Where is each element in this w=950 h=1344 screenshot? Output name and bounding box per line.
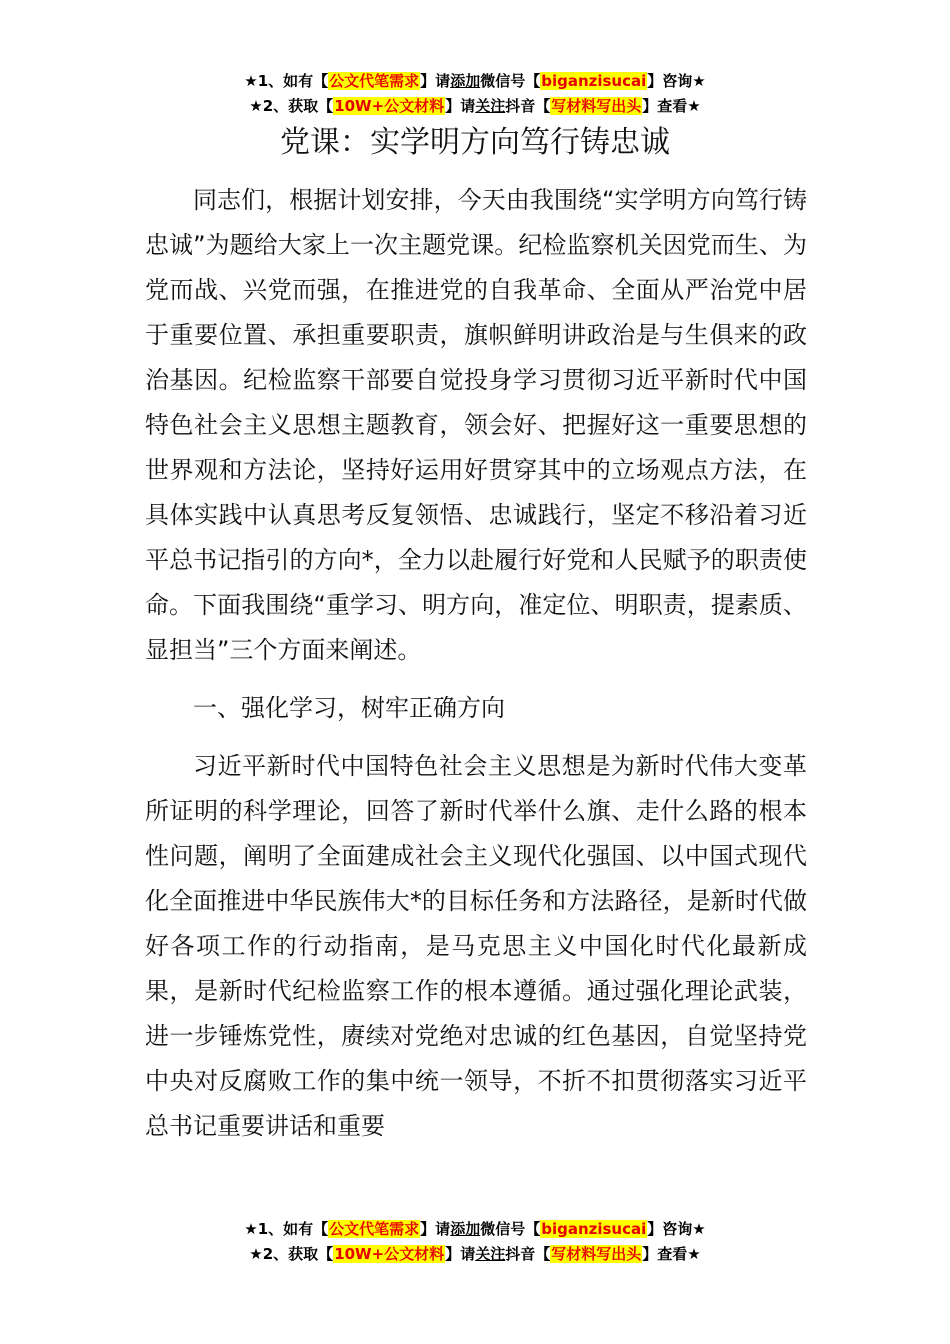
notice-1-suffix: 】咨询★ xyxy=(647,1220,706,1238)
notice-1-highlight-wechat: biganzisucai xyxy=(541,1220,647,1238)
notice-1-prefix: ★1、如有【 xyxy=(244,72,329,90)
notice-1-emphasis: 添加 xyxy=(450,1220,481,1238)
notice-1-highlight-wechat: biganzisucai xyxy=(541,72,647,90)
notice-2-mid2: 抖音【 xyxy=(505,97,551,115)
section-heading: 一、强化学习，树牢正确方向 xyxy=(193,694,505,722)
document-title: 党课：实学明方向笃行铸忠诚 xyxy=(280,125,670,160)
notice-1-mid2: 微信号【 xyxy=(480,1220,541,1238)
notice-2-highlight-douyin: 写材料写出头 xyxy=(551,1245,642,1263)
body-paragraph: 习近平新时代中国特色社会主义思想是为新时代伟大变革所证明的科学理论，回答了新时代举什么旗、走什么路的根本性问题，阐明了全面建成社会主义现代化强国、以中国式现代化全面推进中华民族伟大*的目标任务和方法路径，是新时代做好各项工作的行动指南，是马克思主义中国化时代化最新成果，是新时代纪检监察工作的根本遵循。通过强化理论武装，进一步锤炼党性，赓续对党绝对忠诚的红色基因，自觉坚持党中央对反腐败工作的集中统一领导，不折不扣贯彻落实习近平总书记重要讲话和重要 xyxy=(145,752,807,1140)
notice-1-emphasis: 添加 xyxy=(450,72,481,90)
notice-1-highlight-service: 公文代笔需求 xyxy=(329,1220,420,1238)
notice-2-suffix: 】查看★ xyxy=(642,1245,701,1263)
notice-2-highlight-materials: 10W+公文材料 xyxy=(334,97,445,115)
notice-line-2 xyxy=(0,94,950,119)
document-body xyxy=(145,178,807,1149)
notice-line-1 xyxy=(0,1217,950,1242)
notice-2-highlight-materials: 10W+公文材料 xyxy=(334,1245,445,1263)
notice-2-emphasis: 关注 xyxy=(475,97,506,115)
notice-2-mid: 】请 xyxy=(445,1245,476,1263)
notice-2-mid: 】请 xyxy=(445,97,476,115)
notice-2-prefix: ★2、获取【 xyxy=(249,1245,334,1263)
body-paragraph: 同志们，根据计划安排，今天由我围绕“实学明方向笃行铸忠诚”为题给大家上一次主题党课。纪检监察机关因党而生、为党而战、兴党而强，在推进党的自我革命、全面从严治党中居于重要位置、承担重要职责，旗帜鲜明讲政治是与生俱来的政治基因。纪检监察干部要自觉投身学习贯彻习近平新时代中国特色社会主义思想主题教育，领会好、把握好这一重要思想的世界观和方法论，坚持好运用好贯穿其中的立场观点方法，在具体实践中认真思考反复领悟、忠诚践行，坚定不移沿着习近平总书记指引的方向*，全力以赴履行好党和人民赋予的职责使命。下面我围绕“重学习、明方向，准定位、明职责，提素质、显担当”三个方面来阐述。 xyxy=(145,186,807,664)
notice-1-mid: 】请 xyxy=(420,72,451,90)
notice-2-highlight-douyin: 写材料写出头 xyxy=(551,97,642,115)
notice-2-emphasis: 关注 xyxy=(475,1245,506,1263)
notice-1-mid2: 微信号【 xyxy=(480,72,541,90)
header-notice xyxy=(0,69,950,119)
notice-1-suffix: 】咨询★ xyxy=(647,72,706,90)
notice-line-2 xyxy=(0,1242,950,1267)
notice-2-mid2: 抖音【 xyxy=(505,1245,551,1263)
footer-notice xyxy=(0,1217,950,1267)
notice-1-highlight-service: 公文代笔需求 xyxy=(329,72,420,90)
notice-1-mid: 】请 xyxy=(420,1220,451,1238)
notice-2-prefix: ★2、获取【 xyxy=(249,97,334,115)
notice-1-prefix: ★1、如有【 xyxy=(244,1220,329,1238)
notice-2-suffix: 】查看★ xyxy=(642,97,701,115)
notice-line-1 xyxy=(0,69,950,94)
